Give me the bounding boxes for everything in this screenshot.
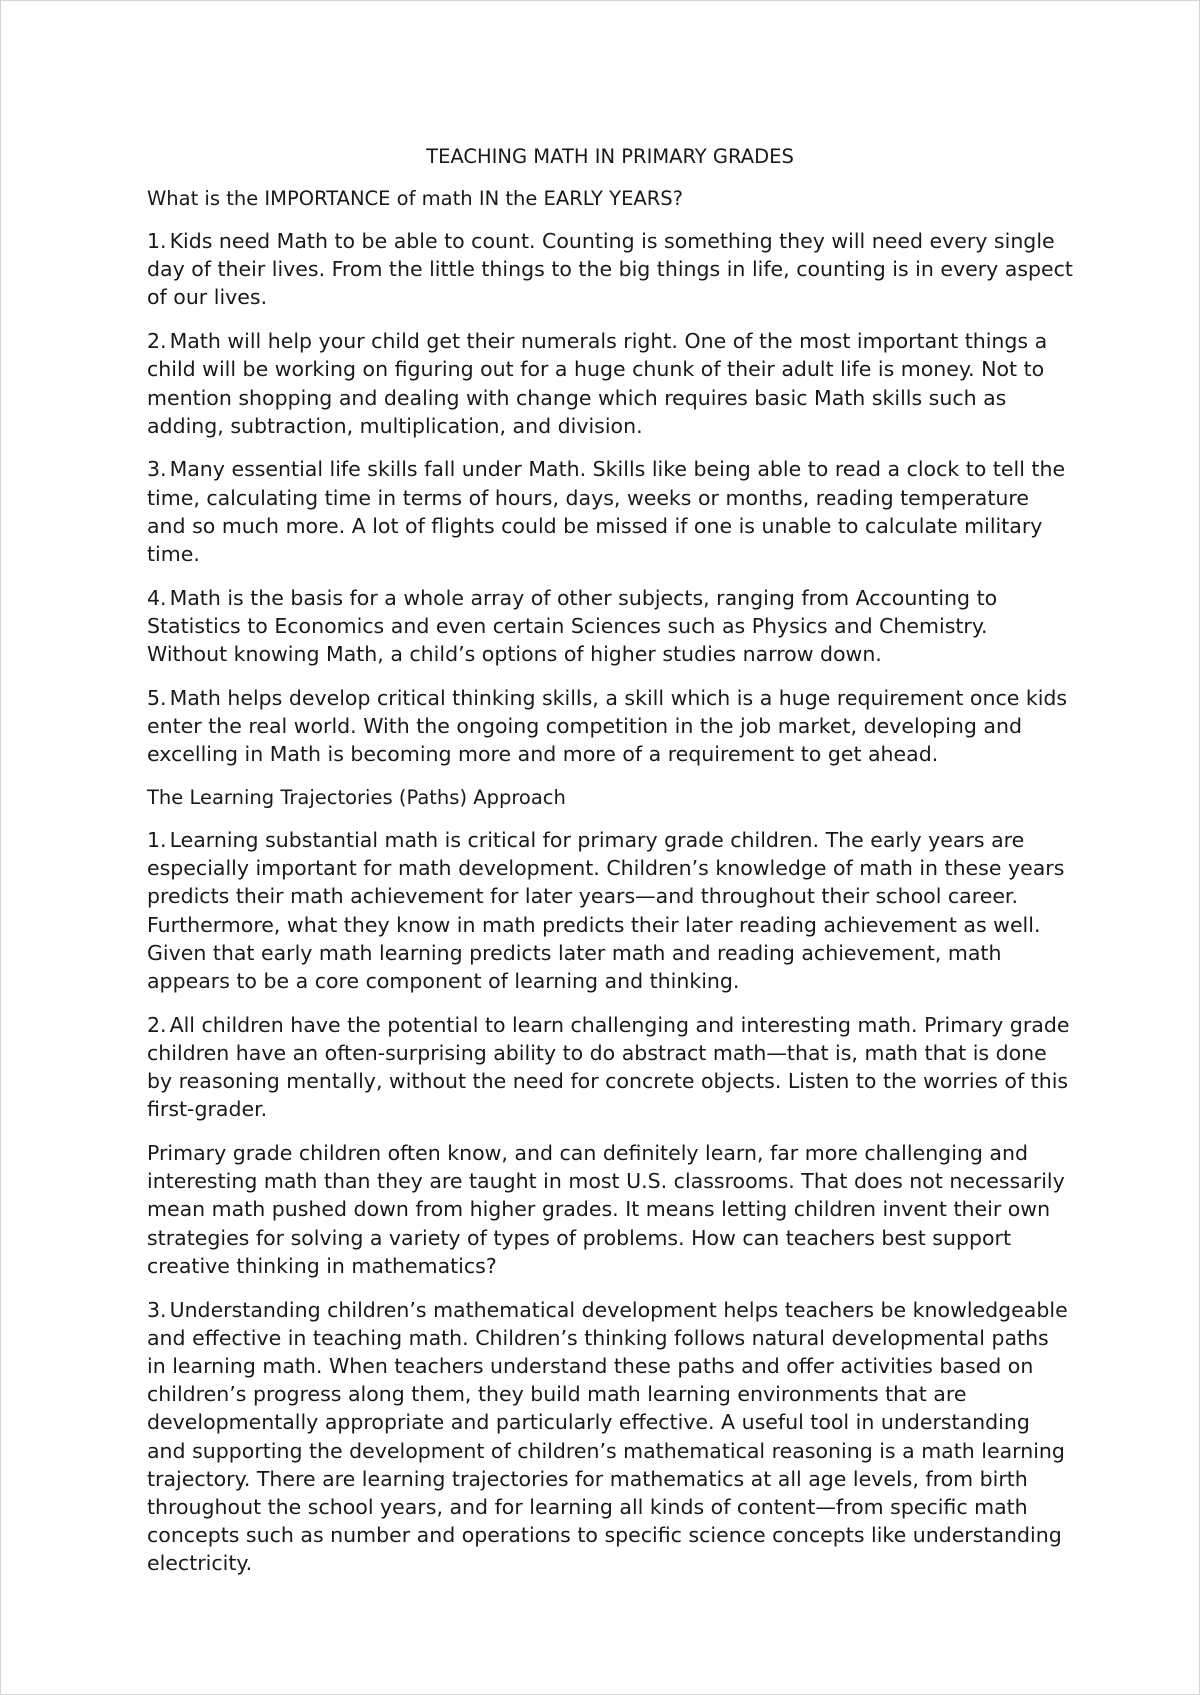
document-content [147,143,1073,1593]
item-number: 1. [147,827,167,852]
document-title: TEACHING MATH IN PRIMARY GRADES [426,145,794,168]
list-item [147,1011,1073,1124]
item-number: 2. [147,1012,167,1037]
list-item [147,684,1073,769]
item-number: 5. [147,685,167,710]
list-item [147,584,1073,669]
section-heading-trajectories: The Learning Trajectories (Paths) Approach [147,785,566,809]
list-item [147,455,1073,568]
section-heading-importance: What is the IMPORTANCE of math IN the EARLY YEARS? [147,187,684,210]
body-paragraph: Primary grade children often know, and can definitely learn, far more challenging and interesting math than they are taught in most U.S. classrooms. That does not necessarily mean math pushed down from higher grades. It means letting children invent their own strategies for solving a variety of types of problems. How can teachers best support creative thinking in mathematics? [147,1140,1065,1278]
item-text: Math helps develop critical thinking skills, a skill which is a huge requirement once kids enter the real world. With the ongoing competition in the job market, developing and excelling in Math is becoming more and more of a requirement to get ahead. [147,685,1068,767]
list-item [147,227,1073,312]
item-number: 3. [147,457,167,482]
item-number: 2. [147,329,167,354]
list-item [147,826,1073,995]
item-text: All children have the potential to learn challenging and interesting math. Primary grade children have an often-surprising ability to do abstract math—that is, math that is done by reasoning mentally, without the need for concrete objects. Listen to the worries of this first-grader. [147,1012,1070,1122]
item-number: 1. [147,229,167,253]
item-text: Kids need Math to be able to count. Counting is something they will need every single day of their lives. From the little things to the big things in life, counting is in every aspect of our lives. [147,229,1073,310]
list-item [147,327,1073,440]
list-item [147,1296,1073,1578]
item-text: Understanding children’s mathematical development helps teachers be knowledgeable and effective in teaching math. Children’s thinking follows natural developmental paths in learning math. When teachers understand these paths and offer activities based on children’s progress along them, they build math learning environments that are developmentally appropriate and particularly effective. A useful tool in understanding and supporting the development of children’s mathematical reasoning is a math learning trajectory. There are learning trajectories for mathematics at all age levels, from birth throughout the school years, and for learning all kinds of content—from specific math concepts such as number and operations to specific science concepts like understanding electricity. [147,1297,1068,1576]
item-text: Many essential life skills fall under Math. Skills like being able to read a clock to tell the time, calculating time in terms of hours, days, weeks or months, reading temperature and so much more. A lot of flights could be missed if one is unable to calculate military time. [147,457,1066,567]
item-text: Math will help your child get their numerals right. One of the most important things a child will be working on figuring out for a huge chunk of their adult life is money. Not to mention shopping and dealing with change which requires basic Math skills such as adding, subtraction, multiplication, and division. [147,329,1048,438]
item-text: Math is the basis for a whole array of other subjects, ranging from Accounting to Statistics to Economics and even certain Sciences such as Physics and Chemistry. Without knowing Math, a child’s options of higher studies narrow down. [147,585,998,667]
item-text: Learning substantial math is critical for primary grade children. The early years are especially important for math development. Children’s knowledge of math in these years predicts their math achievement for later years—and throughout their school career. Furthermore, what they know in math predicts their later reading achievement as well. Given that early math learning predicts later math and reading achievement, math appears to be a core component of learning and thinking. [147,827,1065,993]
item-number: 4. [147,585,167,610]
item-number: 3. [147,1297,167,1322]
